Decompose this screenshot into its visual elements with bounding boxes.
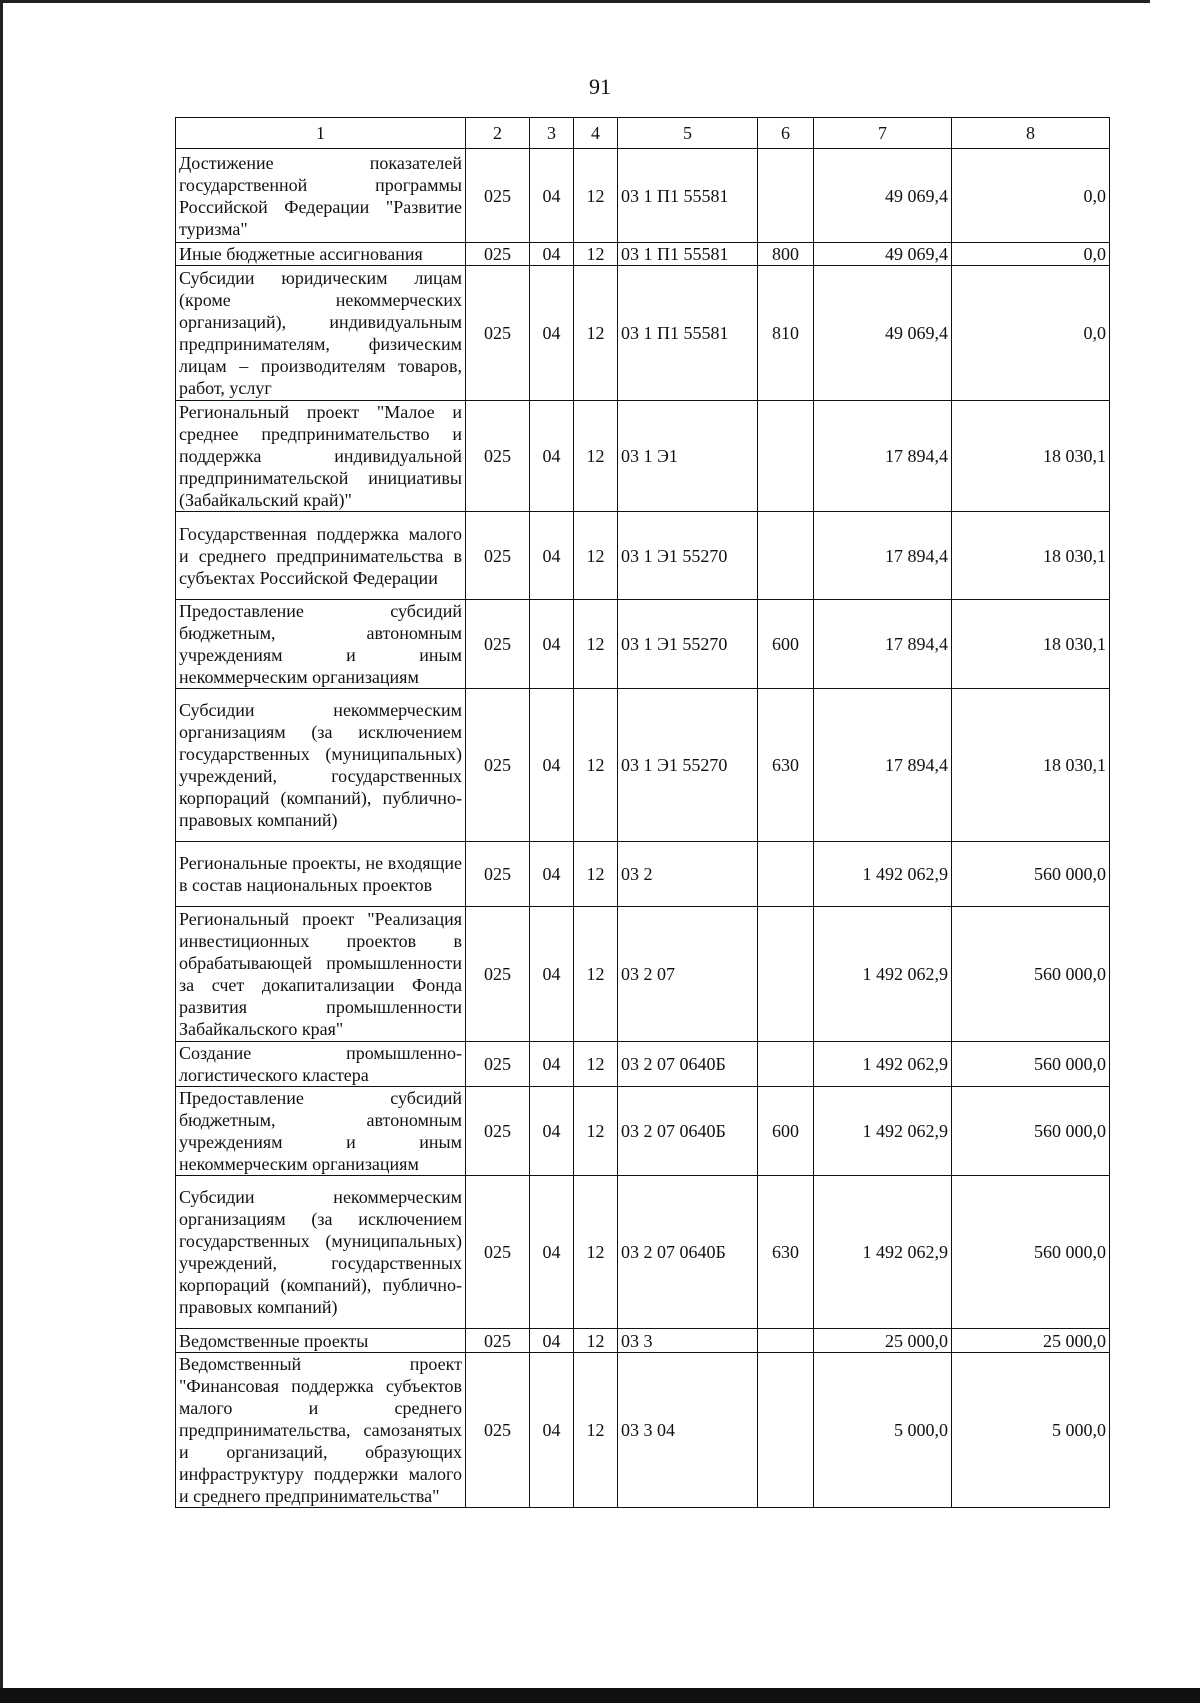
row-target-item-code: 03 2 07 0640Б bbox=[618, 1042, 758, 1087]
row-section-code: 04 bbox=[530, 689, 574, 842]
row-name: Достижение показателей государственной программы Российской Федерации "Развитие туризма" bbox=[176, 149, 466, 243]
row-expense-type-code: 600 bbox=[758, 1087, 814, 1176]
row-amount-year-1: 17 894,4 bbox=[814, 600, 952, 689]
row-amount-year-2: 25 000,0 bbox=[952, 1329, 1110, 1353]
row-amount-year-1: 1 492 062,9 bbox=[814, 1176, 952, 1329]
row-name: Субсидии некоммерческим организациям (за исключением государственных (муниципальных) учреждений, государственных корпораций (компаний), публично-правовых компаний) bbox=[176, 689, 466, 842]
scan-border-left bbox=[0, 0, 3, 1703]
column-header: 7 bbox=[814, 118, 952, 149]
row-section-code: 04 bbox=[530, 907, 574, 1042]
column-header: 1 bbox=[176, 118, 466, 149]
row-section-code: 04 bbox=[530, 149, 574, 243]
row-subsection-code: 12 bbox=[574, 1042, 618, 1087]
row-subsection-code: 12 bbox=[574, 266, 618, 401]
column-header: 4 bbox=[574, 118, 618, 149]
row-subsection-code: 12 bbox=[574, 243, 618, 266]
row-ministry-code: 025 bbox=[466, 907, 530, 1042]
row-ministry-code: 025 bbox=[466, 512, 530, 600]
row-amount-year-1: 49 069,4 bbox=[814, 149, 952, 243]
row-amount-year-1: 5 000,0 bbox=[814, 1353, 952, 1508]
row-subsection-code: 12 bbox=[574, 600, 618, 689]
row-ministry-code: 025 bbox=[466, 266, 530, 401]
row-subsection-code: 12 bbox=[574, 512, 618, 600]
row-amount-year-2: 560 000,0 bbox=[952, 1042, 1110, 1087]
row-subsection-code: 12 bbox=[574, 149, 618, 243]
row-subsection-code: 12 bbox=[574, 689, 618, 842]
row-amount-year-2: 18 030,1 bbox=[952, 512, 1110, 600]
row-expense-type-code bbox=[758, 1353, 814, 1508]
table-header-row bbox=[176, 118, 1110, 149]
row-subsection-code: 12 bbox=[574, 401, 618, 512]
table-row bbox=[176, 1087, 1110, 1176]
row-amount-year-1: 49 069,4 bbox=[814, 266, 952, 401]
row-target-item-code: 03 3 bbox=[618, 1329, 758, 1353]
row-name: Ведомственные проекты bbox=[176, 1329, 466, 1353]
row-target-item-code: 03 2 07 0640Б bbox=[618, 1087, 758, 1176]
row-ministry-code: 025 bbox=[466, 243, 530, 266]
row-expense-type-code: 630 bbox=[758, 689, 814, 842]
row-section-code: 04 bbox=[530, 1329, 574, 1353]
row-ministry-code: 025 bbox=[466, 1329, 530, 1353]
column-header: 6 bbox=[758, 118, 814, 149]
row-amount-year-1: 1 492 062,9 bbox=[814, 1042, 952, 1087]
row-name: Субсидии некоммерческим организациям (за исключением государственных (муниципальных) учреждений, государственных корпораций (компаний), публично-правовых компаний) bbox=[176, 1176, 466, 1329]
row-section-code: 04 bbox=[530, 1087, 574, 1176]
row-ministry-code: 025 bbox=[466, 842, 530, 907]
table-row bbox=[176, 243, 1110, 266]
row-name: Региональные проекты, не входящие в состав национальных проектов bbox=[176, 842, 466, 907]
row-amount-year-2: 0,0 bbox=[952, 266, 1110, 401]
row-amount-year-1: 25 000,0 bbox=[814, 1329, 952, 1353]
row-amount-year-1: 17 894,4 bbox=[814, 689, 952, 842]
row-section-code: 04 bbox=[530, 401, 574, 512]
page-number: 91 bbox=[589, 74, 611, 99]
row-expense-type-code bbox=[758, 1329, 814, 1353]
row-target-item-code: 03 1 Э1 55270 bbox=[618, 689, 758, 842]
scan-border-top bbox=[0, 0, 1150, 3]
table-row bbox=[176, 689, 1110, 842]
row-amount-year-2: 18 030,1 bbox=[952, 689, 1110, 842]
row-amount-year-2: 5 000,0 bbox=[952, 1353, 1110, 1508]
row-expense-type-code bbox=[758, 1042, 814, 1087]
row-target-item-code: 03 2 07 bbox=[618, 907, 758, 1042]
row-amount-year-1: 1 492 062,9 bbox=[814, 907, 952, 1042]
row-target-item-code: 03 1 Э1 bbox=[618, 401, 758, 512]
row-amount-year-2: 0,0 bbox=[952, 149, 1110, 243]
table-row bbox=[176, 401, 1110, 512]
column-header: 2 bbox=[466, 118, 530, 149]
row-target-item-code: 03 3 04 bbox=[618, 1353, 758, 1508]
row-amount-year-1: 49 069,4 bbox=[814, 243, 952, 266]
row-target-item-code: 03 1 П1 55581 bbox=[618, 149, 758, 243]
row-ministry-code: 025 bbox=[466, 401, 530, 512]
row-section-code: 04 bbox=[530, 842, 574, 907]
table-row bbox=[176, 1042, 1110, 1087]
row-ministry-code: 025 bbox=[466, 1042, 530, 1087]
row-ministry-code: 025 bbox=[466, 1087, 530, 1176]
row-expense-type-code: 630 bbox=[758, 1176, 814, 1329]
column-header: 5 bbox=[618, 118, 758, 149]
row-expense-type-code bbox=[758, 907, 814, 1042]
row-target-item-code: 03 1 П1 55581 bbox=[618, 243, 758, 266]
row-subsection-code: 12 bbox=[574, 842, 618, 907]
row-expense-type-code bbox=[758, 149, 814, 243]
row-name: Региональный проект "Малое и среднее предпринимательство и поддержка индивидуальной предпринимательской инициативы (Забайкальский край)" bbox=[176, 401, 466, 512]
row-expense-type-code bbox=[758, 842, 814, 907]
row-name: Предоставление субсидий бюджетным, автономным учреждениям и иным некоммерческим организациям bbox=[176, 600, 466, 689]
row-subsection-code: 12 bbox=[574, 1176, 618, 1329]
row-expense-type-code: 600 bbox=[758, 600, 814, 689]
row-expense-type-code bbox=[758, 401, 814, 512]
row-target-item-code: 03 2 bbox=[618, 842, 758, 907]
table-row bbox=[176, 1176, 1110, 1329]
column-header: 3 bbox=[530, 118, 574, 149]
row-subsection-code: 12 bbox=[574, 1329, 618, 1353]
row-amount-year-2: 560 000,0 bbox=[952, 1087, 1110, 1176]
row-subsection-code: 12 bbox=[574, 1087, 618, 1176]
row-section-code: 04 bbox=[530, 243, 574, 266]
row-amount-year-1: 1 492 062,9 bbox=[814, 1087, 952, 1176]
table-row bbox=[176, 907, 1110, 1042]
table-row bbox=[176, 1353, 1110, 1508]
table-row bbox=[176, 600, 1110, 689]
row-ministry-code: 025 bbox=[466, 600, 530, 689]
row-name: Региональный проект "Реализация инвестиционных проектов в обрабатывающей промышленности за счет докапитализации Фонда развития промышленности Забайкальского края" bbox=[176, 907, 466, 1042]
row-name: Ведомственный проект "Финансовая поддержка субъектов малого и среднего предпринимательства, самозанятых и организаций, образующих инфраструктуру поддержки малого и среднего предпринимательства" bbox=[176, 1353, 466, 1508]
row-name: Иные бюджетные ассигнования bbox=[176, 243, 466, 266]
row-amount-year-2: 560 000,0 bbox=[952, 1176, 1110, 1329]
row-subsection-code: 12 bbox=[574, 907, 618, 1042]
row-name: Предоставление субсидий бюджетным, автономным учреждениям и иным некоммерческим организациям bbox=[176, 1087, 466, 1176]
table-row bbox=[176, 842, 1110, 907]
row-ministry-code: 025 bbox=[466, 149, 530, 243]
row-section-code: 04 bbox=[530, 266, 574, 401]
row-section-code: 04 bbox=[530, 600, 574, 689]
row-target-item-code: 03 1 П1 55581 bbox=[618, 266, 758, 401]
row-amount-year-1: 17 894,4 bbox=[814, 401, 952, 512]
row-amount-year-2: 18 030,1 bbox=[952, 401, 1110, 512]
row-amount-year-1: 17 894,4 bbox=[814, 512, 952, 600]
row-amount-year-2: 18 030,1 bbox=[952, 600, 1110, 689]
table-row bbox=[176, 1329, 1110, 1353]
row-target-item-code: 03 1 Э1 55270 bbox=[618, 512, 758, 600]
row-subsection-code: 12 bbox=[574, 1353, 618, 1508]
row-ministry-code: 025 bbox=[466, 689, 530, 842]
row-amount-year-2: 560 000,0 bbox=[952, 842, 1110, 907]
row-target-item-code: 03 1 Э1 55270 bbox=[618, 600, 758, 689]
table-row bbox=[176, 266, 1110, 401]
row-name: Создание промышленно-логистического кластера bbox=[176, 1042, 466, 1087]
row-expense-type-code: 800 bbox=[758, 243, 814, 266]
scan-border-bottom bbox=[0, 1688, 1200, 1703]
row-section-code: 04 bbox=[530, 1353, 574, 1508]
row-amount-year-2: 0,0 bbox=[952, 243, 1110, 266]
table-row bbox=[176, 149, 1110, 243]
row-name: Субсидии юридическим лицам (кроме некоммерческих организаций), индивидуальным предпринимателям, физическим лицам – производителям товаров, работ, услуг bbox=[176, 266, 466, 401]
row-ministry-code: 025 bbox=[466, 1353, 530, 1508]
row-target-item-code: 03 2 07 0640Б bbox=[618, 1176, 758, 1329]
row-expense-type-code: 810 bbox=[758, 266, 814, 401]
row-amount-year-2: 560 000,0 bbox=[952, 907, 1110, 1042]
budget-table bbox=[175, 117, 1110, 1508]
row-amount-year-1: 1 492 062,9 bbox=[814, 842, 952, 907]
row-ministry-code: 025 bbox=[466, 1176, 530, 1329]
row-section-code: 04 bbox=[530, 512, 574, 600]
row-expense-type-code bbox=[758, 512, 814, 600]
column-header: 8 bbox=[952, 118, 1110, 149]
row-section-code: 04 bbox=[530, 1176, 574, 1329]
row-section-code: 04 bbox=[530, 1042, 574, 1087]
table-row bbox=[176, 512, 1110, 600]
row-name: Государственная поддержка малого и среднего предпринимательства в субъектах Российской Федерации bbox=[176, 512, 466, 600]
